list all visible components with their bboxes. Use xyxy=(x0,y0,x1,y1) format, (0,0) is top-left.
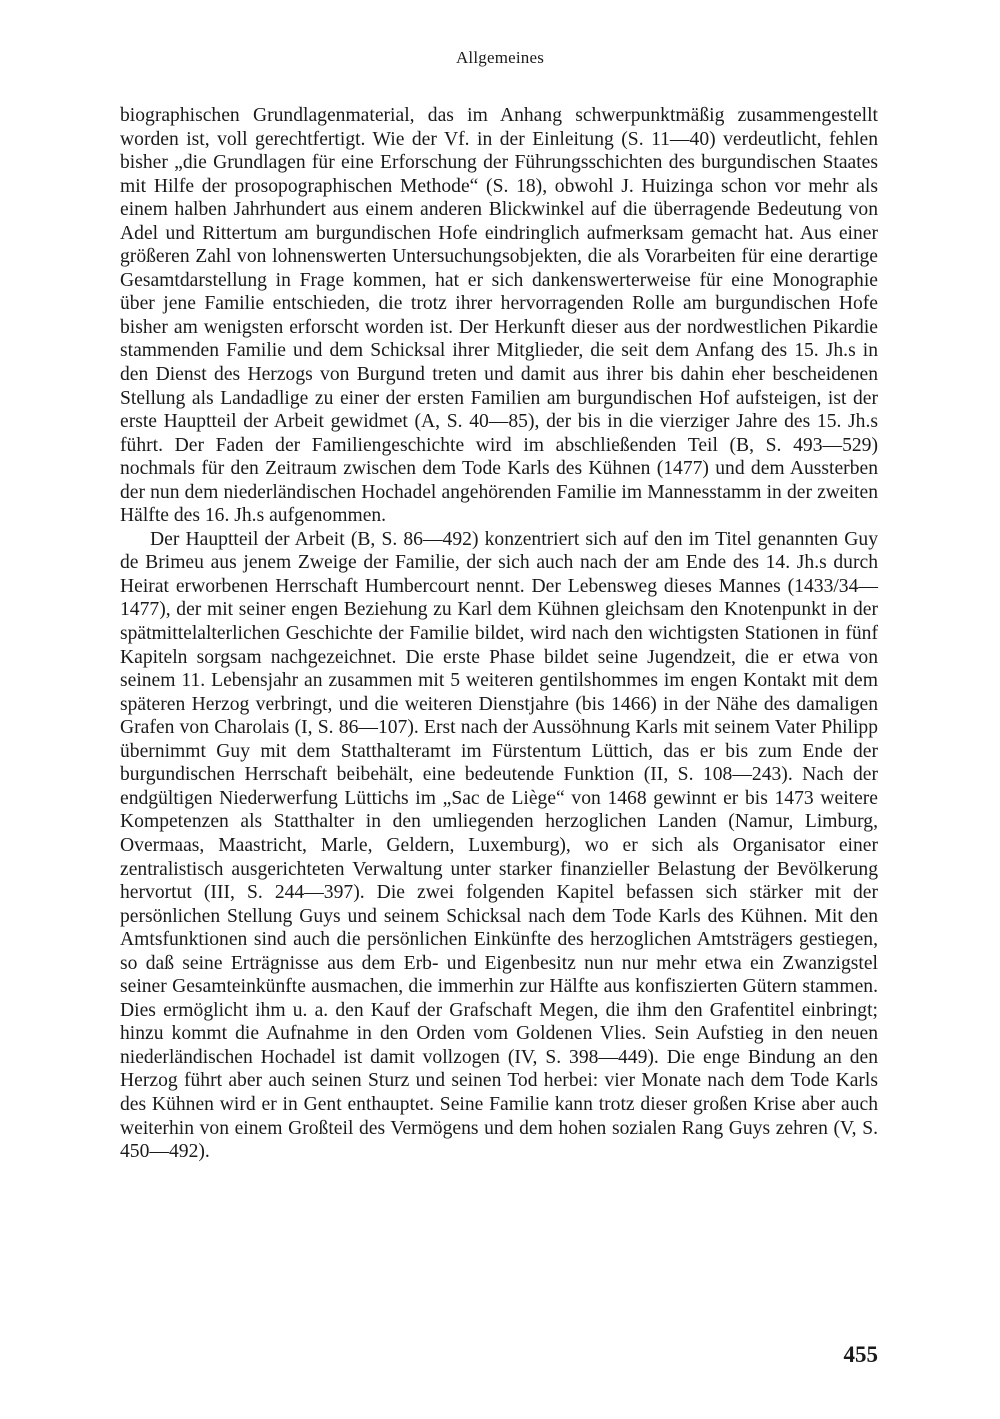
body-text xyxy=(120,104,878,1164)
page-number: 455 xyxy=(843,1342,878,1367)
running-head: Allgemeines xyxy=(455,48,545,67)
paragraph-1: biographischen Grundlagenmaterial, das im Anhang schwerpunktmäßig zusammengestellt worden ist, voll gerechtfertigt. Wie der Vf. in der Einleitung (S. 11—40) verdeutlicht, fehlen bisher „die Grundlagen für eine Erforschung der Führungsschichten des burgundischen Staates mit Hilfe der prosopographischen Methode“ (S. 18), obwohl J. Huizinga schon vor mehr als einem halben Jahrhundert aus einem anderen Blickwinkel auf die überragende Bedeutung von Adel und Rittertum am burgundischen Hofe eindringlich aufmerksam gemacht hat. Aus einer größeren Zahl von lohnenswerten Untersuchungsobjekten, die als Vorarbeiten für eine derartige Gesamtdarstellung in Frage kommen, hat er sich dankenswerterweise für eine Monographie über jene Familie entschieden, die trotz ihrer hervorragenden Rolle am burgundischen Hofe bisher am wenigsten erforscht worden ist. Der Herkunft dieser aus der nordwestlichen Pikardie stammenden Familie und dem Schicksal ihrer Mitglieder, die seit dem Anfang des 15. Jh.s in den Dienst des Herzogs von Burgund treten und damit aus ihrer bis dahin eher bescheidenen Stellung als Landadlige zu einer der ersten Familien am burgundischen Hof aufsteigen, ist der erste Hauptteil der Arbeit gewidmet (A, S. 40—85), der bis in die vierziger Jahre des 15. Jh.s führt. Der Faden der Familiengeschichte wird im abschließenden Teil (B, S. 493—529) nochmals für den Zeitraum zwischen dem Tode Karls des Kühnen (1477) und dem Aussterben der nun dem niederländischen Hochadel angehörenden Familie im Mannesstamm in der zweiten Hälfte des 16. Jh.s aufgenommen. xyxy=(120,105,878,527)
paragraph-2: Der Hauptteil der Arbeit (B, S. 86—492) konzentriert sich auf den im Titel genannten Guy de Brimeu aus jenem Zweige der Familie, der sich auch nach der am Ende des 14. Jh.s durch Heirat erworbenen Herrschaft Humbercourt nennt. Der Lebensweg dieses Mannes (1433/34—1477), der mit seiner engen Beziehung zu Karl dem Kühnen gleichsam den Knotenpunkt in der spätmittelalterlichen Geschichte der Familie bildet, wird nach den wichtigsten Stationen in fünf Kapiteln sorgsam nachgezeichnet. Die erste Phase bildet seine Jugendzeit, die er etwa von seinem 11. Lebensjahr an zusammen mit 5 weiteren gentilshommes im engen Kontakt mit dem späteren Herzog verbringt, und die weiteren Dienstjahre (bis 1466) in der Nähe des damaligen Grafen von Charolais (I, S. 86—107). Erst nach der Aussöhnung Karls mit seinem Vater Philipp übernimmt Guy mit dem Statthalteramt im Fürstentum Lüttich, das er bis zum Ende der burgundischen Herrschaft beibehält, eine bedeutende Funktion (II, S. 108—243). Nach der endgültigen Niederwerfung Lüttichs im „Sac de Liège“ von 1468 gewinnt er bis 1473 weitere Kompetenzen als Statthalter in den umliegenden herzoglichen Landen (Namur, Limburg, Overmaas, Maastricht, Marle, Geldern, Luxemburg), wo er sich als Organisator einer zentralistisch ausgerichteten Verwaltung unter starker finanzieller Belastung der Bevölkerung hervortut (III, S. 244—397). Die zwei folgenden Kapitel befassen sich stärker mit der persönlichen Stellung Guys und seinem Schicksal nach dem Tode Karls des Kühnen. Mit den Amtsfunktionen sind auch die persönlichen Einkünfte des herzoglichen Amtsträgers gestiegen, so daß seine Erträgnisse aus dem Erb- und Eigenbesitz nun nur mehr etwa ein Zwanzigstel seiner Gesamteinkünfte ausmachen, die immerhin zur Hälfte aus konfiszierten Gütern stammen. Dies ermöglicht ihm u. a. den Kauf der Grafschaft Megen, die ihm den Grafentitel einbringt; hinzu kommt die Aufnahme in den Orden vom Goldenen Vlies. Sein Aufstieg in den neuen niederländischen Hochadel ist damit vollzogen (IV, S. 398—449). Die enge Bindung an den Herzog führt aber auch seinen Sturz und seinen Tod herbei: vier Monate nach dem Tode Karls des Kühnen wird er in Gent enthauptet. Seine Familie kann trotz dieser großen Krise aber auch weiterhin von einem Großteil des Vermögens und dem hohen sozialen Rang Guys zehren (V, S. 450—492). xyxy=(120,528,878,1163)
